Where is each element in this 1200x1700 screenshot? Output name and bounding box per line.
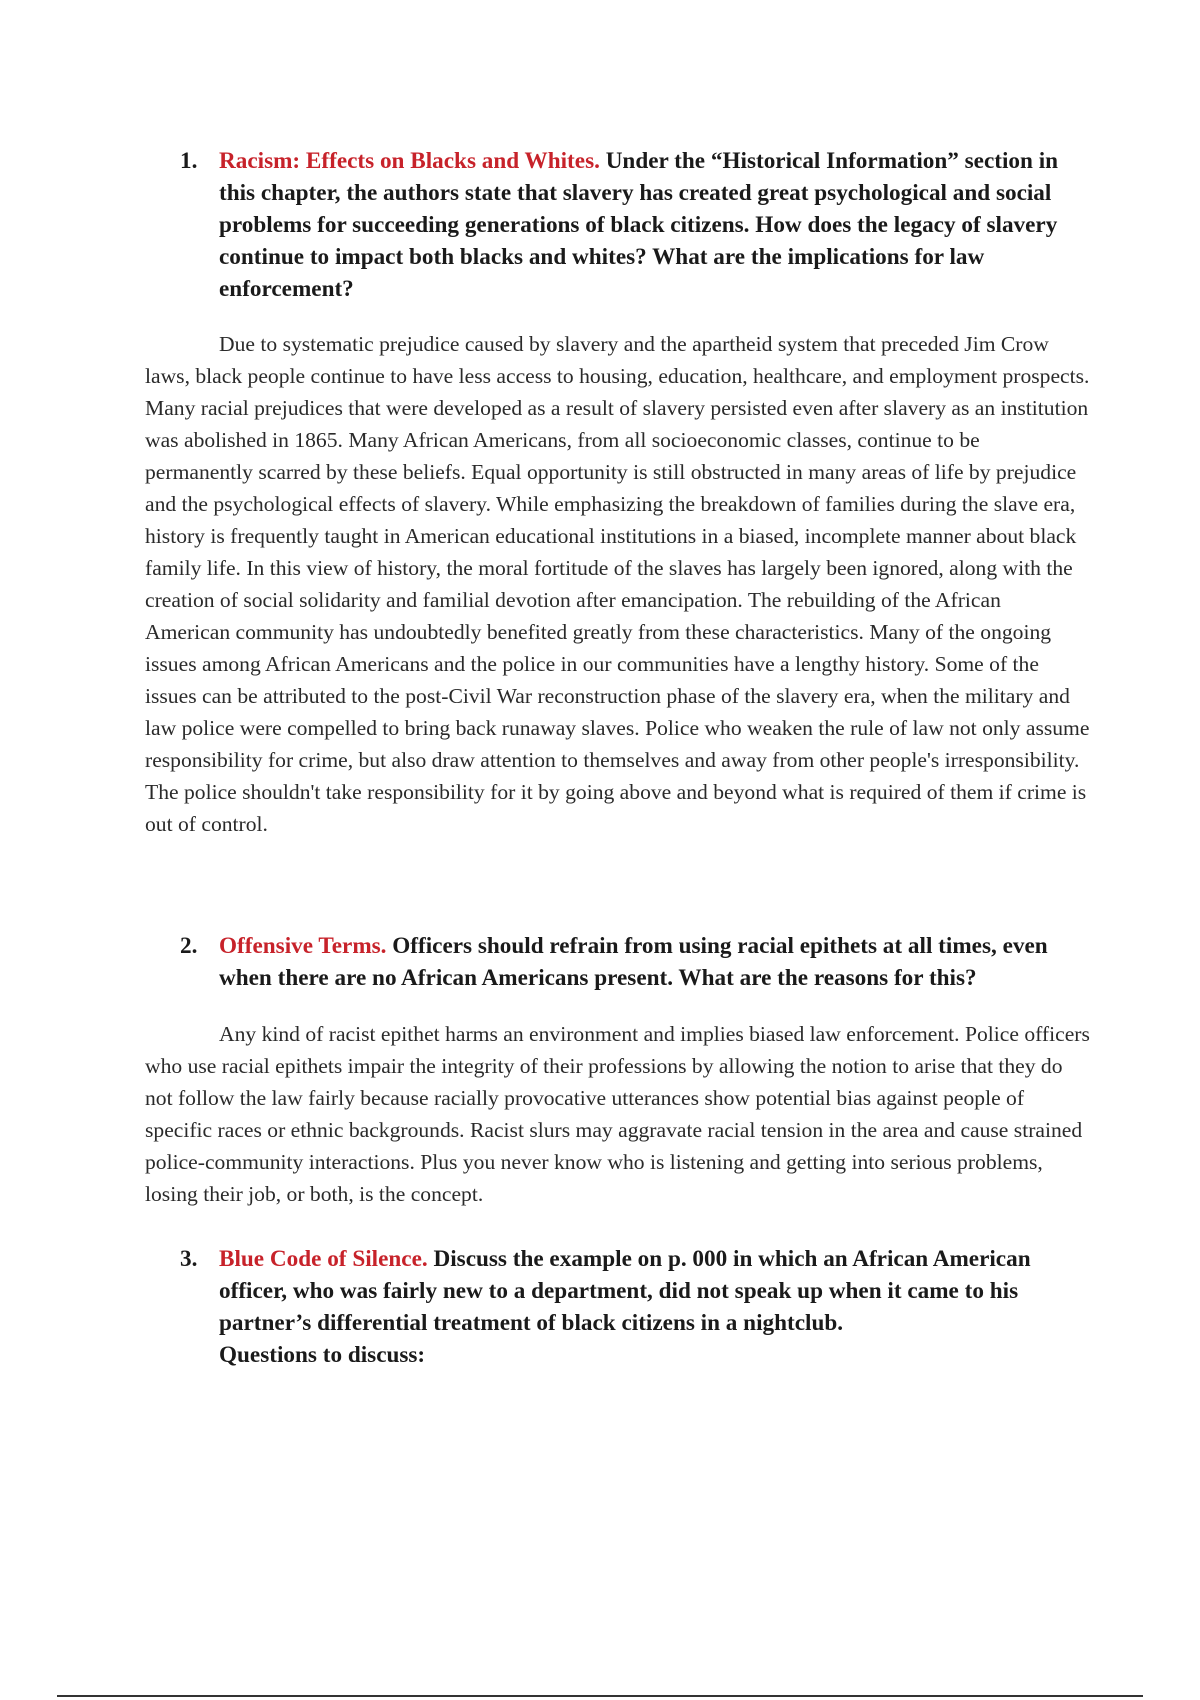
question-2 bbox=[180, 930, 1085, 994]
question-number: 3. bbox=[180, 1246, 198, 1272]
question-number: 2. bbox=[180, 933, 198, 959]
bottom-divider bbox=[57, 1695, 1143, 1697]
answer-2: Any kind of racist epithet harms an environment and implies biased law enforcement. Police officers who use racial epithets impair the integrity of their professions by allowing the notion to arise that they do not follow the law fairly because racially provocative utterances show potential bias against people of specific races or ethnic backgrounds. Racist slurs may aggravate racial tension in the area and cause strained police-community interactions. Plus you never know who is listening and getting into serious problems, losing their job, or both, is the concept. bbox=[145, 1022, 1090, 1206]
question-text bbox=[219, 145, 1085, 305]
question-1 bbox=[180, 145, 1085, 305]
question-title: Blue Code of Silence. bbox=[219, 1246, 428, 1272]
answer-1: Due to systematic prejudice caused by slavery and the apartheid system that preceded Jim Crow laws, black people continue to have less access to housing, education, healthcare, and employment prospects. Many racial prejudices that were developed as a result of slavery persisted even after slavery as an institution was abolished in 1865. Many African Americans, from all socioeconomic classes, continue to be permanently scarred by these beliefs. Equal opportunity is still obstructed in many areas of life by prejudice and the psychological effects of slavery. While emphasizing the breakdown of families during the slave era, history is frequently taught in American educational institutions in a biased, incomplete manner about black family life. In this view of history, the moral fortitude of the slaves has largely been ignored, along with the creation of social solidarity and familial devotion after emancipation. The rebuilding of the African American community has undoubtedly benefited greatly from these characteristics. Many of the ongoing issues among African Americans and the police in our communities have a lengthy history. Some of the issues can be attributed to the post-Civil War reconstruction phase of the slavery era, when the military and law police were compelled to bring back runaway slaves. Police who weaken the rule of law not only assume responsibility for crime, but also draw attention to themselves and away from other people's irresponsibility. The police shouldn't take responsibility for it by going above and beyond what is required of them if crime is out of control. bbox=[145, 332, 1090, 836]
question-title: Racism: Effects on Blacks and Whites. bbox=[219, 148, 600, 174]
question-prompt: Under the “Historical Information” section in this chapter, the authors state that slavery has created great psychological and social problems for succeeding generations of black citizens. How does the legacy of slavery continue to impact both blacks and whites? What are the implications for law enforcement? bbox=[219, 148, 1059, 302]
question-prompt: Officers should refrain from using racial epithets at all times, even when there are no African Americans present. What are the reasons for this? bbox=[219, 933, 1048, 991]
question-number: 1. bbox=[180, 148, 198, 174]
question-text bbox=[219, 930, 1085, 994]
question-title: Offensive Terms. bbox=[219, 933, 387, 959]
question-text bbox=[219, 1243, 1085, 1371]
question-prompt: Discuss the example on p. 000 in which an African American officer, who was fairly new to a department, did not speak up when it came to his partner’s differential treatment of black citizens in a nightclub. bbox=[219, 1246, 1031, 1336]
question-3 bbox=[180, 1243, 1085, 1371]
questions-subheading: Questions to discuss: bbox=[219, 1342, 426, 1368]
